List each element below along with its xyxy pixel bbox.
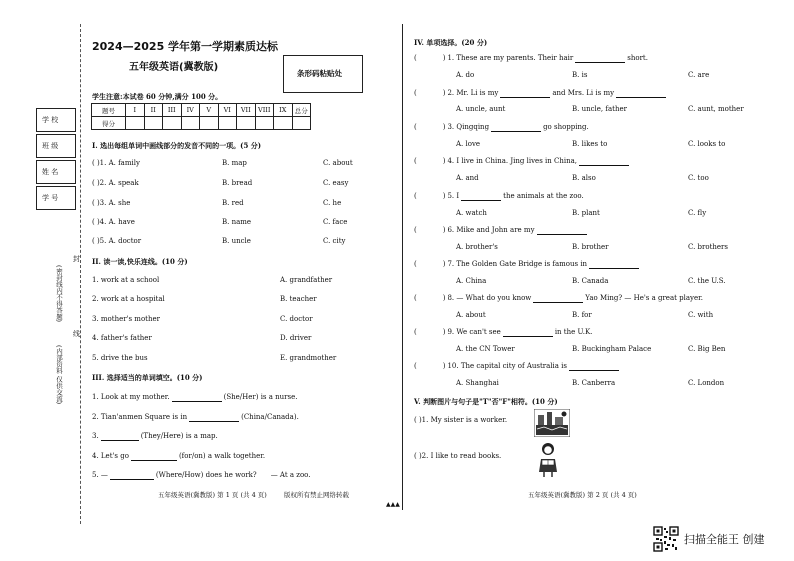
s4-q5-option-b[interactable]: B. plant (572, 209, 600, 217)
s4-q10: ( ) 10. The capital city of Australia is (414, 362, 621, 371)
s4-q2: ( ) 2. Mr. Li is my and Mrs. Li is my (414, 89, 668, 98)
exam-notice: 学生注意:本试卷 60 分钟,满分 100 分。 (92, 92, 223, 101)
s4-q9: ( ) 9. We can't see in the U.K. (414, 328, 593, 336)
s4-q10-blank[interactable] (569, 363, 619, 371)
s4-q7-option-a[interactable]: A. China (456, 277, 487, 285)
s4-q1-option-c[interactable]: C. are (688, 71, 710, 79)
match-right-d[interactable]: D. driver (280, 334, 312, 342)
s3-q4: 4. Let's go (for/on) a walk together. (92, 452, 266, 460)
class-field[interactable]: 班 级 (36, 134, 76, 158)
s4-q5: ( ) 5. I the animals at the zoo. (414, 192, 584, 200)
s3-q5-blank[interactable] (110, 472, 154, 480)
s4-q5-option-c[interactable]: C. fly (688, 209, 707, 217)
s4-q2-blank1[interactable] (500, 90, 550, 98)
s4-q8-option-a[interactable]: A. about (456, 311, 486, 319)
school-field[interactable]: 学 校 (36, 108, 76, 132)
s3-q3: 3. (They/Here) is a map. (92, 432, 218, 440)
s4-q9-blank[interactable] (503, 329, 553, 337)
s4-q1: ( ) 1. These are my parents. Their hair short. (414, 54, 648, 62)
section-2-title: II. 读一读,快乐连线。(10 分) (92, 257, 188, 266)
s4-q5-option-a[interactable]: A. watch (456, 209, 487, 217)
s3-q2: 2. Tian'anmen Square is in (China/Canada). (92, 413, 299, 421)
s4-q10-option-b[interactable]: B. Canberra (572, 379, 616, 387)
s5-q1[interactable]: ( )1. My sister is a worker. (414, 416, 508, 424)
s4-q4-blank[interactable] (579, 158, 629, 166)
s4-q9-option-b[interactable]: B. Buckingham Palace (572, 345, 652, 353)
s4-q4-option-b[interactable]: B. also (572, 174, 596, 182)
s4-q4: ( ) 4. I live in China. Jing lives in China, (414, 157, 631, 166)
s4-q6-option-b[interactable]: B. brother (572, 243, 609, 251)
s4-q2-option-c[interactable]: C. aunt, mother (688, 105, 744, 113)
exam-year-title: 2024—2025 学年第一学期素质达标 (92, 40, 279, 53)
right-page-number: 五年级英语(冀教版) 第 2 页 (共 4 页) (528, 491, 637, 499)
seal-line (80, 24, 81, 524)
section-5-title: V. 判断图片与句子是"T"否"F"相符。(10 分) (414, 397, 558, 406)
score-table-header-row: 题号 I II III IV V VI VII VIII IX 总分 (92, 104, 311, 117)
s4-q9-option-c[interactable]: C. Big Ben (688, 345, 726, 353)
worker-picture-icon (534, 409, 570, 437)
s4-q6-blank[interactable] (537, 227, 587, 235)
score-table-score-row: 得分 (92, 117, 311, 130)
match-left-4[interactable]: 4. father's father (92, 334, 152, 342)
left-page-number: 五年级英语(冀教版) 第 1 页 (共 4 页) (158, 491, 267, 499)
seal-mark-feng: 封 (73, 255, 80, 263)
girl-reading-picture-icon (536, 442, 560, 478)
s4-q3-blank[interactable] (491, 124, 541, 132)
match-right-c[interactable]: C. doctor (280, 315, 313, 323)
seal-mark-xian: 线 (73, 330, 80, 338)
score-table (91, 103, 311, 130)
s4-q4-option-a[interactable]: A. and (456, 174, 479, 182)
s4-q8-blank[interactable] (533, 295, 583, 303)
s4-q4-option-c[interactable]: C. too (688, 174, 709, 182)
qr-code-icon (653, 526, 679, 552)
s3-q3-blank[interactable] (101, 433, 139, 441)
scanner-watermark: 扫描全能王 创建 (684, 533, 765, 546)
s4-q1-option-b[interactable]: B. is (572, 71, 588, 79)
s3-q1-blank[interactable] (172, 394, 222, 402)
s4-q7-blank[interactable] (589, 261, 639, 269)
s4-q8-option-b[interactable]: B. for (572, 311, 592, 319)
s4-q3-option-b[interactable]: B. likes to (572, 140, 608, 148)
s3-q4-blank[interactable] (131, 453, 177, 461)
section-3-title: III. 选择适当的单词填空。(10 分) (92, 373, 203, 382)
exam-subject-title: 五年级英语(冀教版) (129, 62, 219, 73)
s4-q6: ( ) 6. Mike and John are my (414, 226, 589, 235)
s4-q10-option-a[interactable]: A. Shanghai (456, 379, 499, 387)
s4-q10-option-c[interactable]: C. London (688, 379, 725, 387)
s4-q3: ( ) 3. Qingqing go shopping. (414, 123, 589, 131)
s4-q5-blank[interactable] (461, 193, 501, 201)
section-1-title: I. 选出每组单词中画线部分的发音不同的一项。(5 分) (92, 141, 262, 150)
s1-q3[interactable]: ( )3. A. she (92, 199, 131, 207)
s4-q3-option-a[interactable]: A. love (456, 140, 481, 148)
s4-q3-option-c[interactable]: C. looks to (688, 140, 726, 148)
match-left-1[interactable]: 1. work at a school (92, 276, 160, 284)
s4-q6-option-c[interactable]: C. brothers (688, 243, 729, 251)
copyright-note: 版权所有禁止网络转载 (284, 491, 349, 499)
s4-q6-option-a[interactable]: A. brother's (456, 243, 498, 251)
s4-q9-option-a[interactable]: A. the CN Tower (456, 345, 515, 353)
s4-q2-blank2[interactable] (616, 90, 666, 98)
s4-q1-blank[interactable] (575, 55, 625, 63)
name-field[interactable]: 姓 名 (36, 160, 76, 184)
match-left-2[interactable]: 2. work at a hospital (92, 295, 165, 303)
match-right-b[interactable]: B. teacher (280, 295, 317, 303)
match-right-a[interactable]: A. grandfather (280, 276, 333, 284)
s3-q5: 5. — (Where/How) does he work? — At a zoo. (92, 471, 311, 479)
page-divider (402, 24, 403, 510)
s5-q2[interactable]: ( )2. I like to read books. (414, 452, 502, 460)
page-triangles: ▲▲▲ (386, 501, 400, 508)
s1-q4[interactable]: ( )4. A. have (92, 218, 135, 226)
s4-q8: ( ) 8. — What do you know Yao Ming? — He's a great player. (414, 294, 703, 302)
s1-q1[interactable]: ( )1. A. family (92, 159, 140, 167)
seal-note: (密封线内不得答题) (55, 265, 63, 323)
s4-q1-option-a[interactable]: A. do (456, 71, 475, 79)
s4-q2-option-a[interactable]: A. uncle, aunt (456, 105, 506, 113)
s4-q7-option-c[interactable]: C. the U.S. (688, 277, 726, 285)
internal-note: (内部资料 仅供交流) (55, 345, 63, 405)
match-left-5[interactable]: 5. drive the bus (92, 354, 148, 362)
s3-q2-blank[interactable] (189, 414, 239, 422)
s4-q8-option-c[interactable]: C. with (688, 311, 714, 319)
s4-q7-option-b[interactable]: B. Canada (572, 277, 609, 285)
s1-q5[interactable]: ( )5. A. doctor (92, 237, 142, 245)
s4-q7: ( ) 7. The Golden Gate Bridge is famous in (414, 260, 641, 269)
s3-q1: 1. Look at my mother. (She/Her) is a nurse. (92, 393, 298, 401)
s1-q2[interactable]: ( )2. A. speak (92, 179, 139, 187)
match-left-3[interactable]: 3. mother's mother (92, 315, 160, 323)
student-id-field[interactable]: 学 号 (36, 186, 76, 210)
match-right-e[interactable]: E. grandmother (280, 354, 337, 362)
barcode-area: 条形码粘贴处 (283, 55, 363, 93)
s4-q2-option-b[interactable]: B. uncle, father (572, 105, 627, 113)
section-4-title: IV. 单项选择。(20 分) (414, 38, 488, 47)
